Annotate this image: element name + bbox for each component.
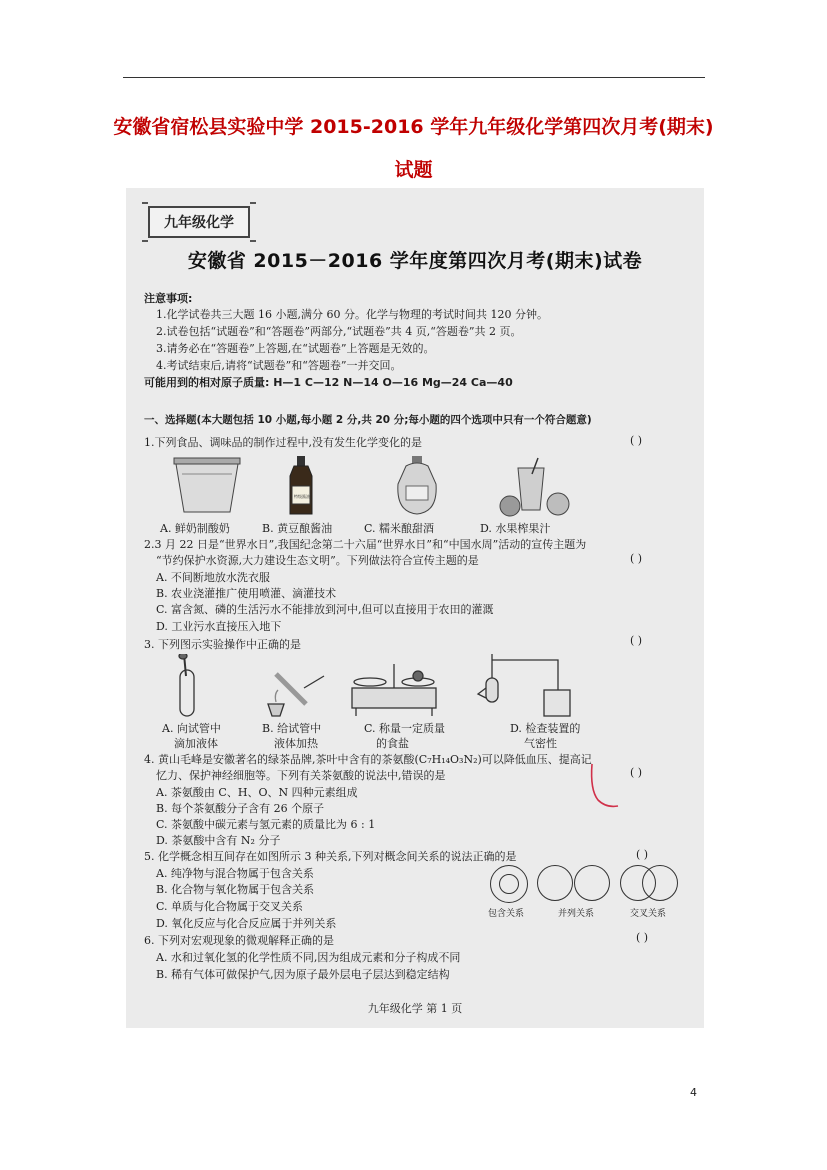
grade-tag: 九年级化学 [148,206,250,238]
q3-option-b-line2: 液体加热 [274,737,318,750]
document-title-line2: 试题 [394,159,433,181]
question-1-stem: 1.下列食品、调味品的制作过程中,没有发生化学变化的是 [144,436,422,449]
q1-option-d: D. 水果榨果汁 [480,522,551,535]
bottle-label: 特级酱油 [294,494,310,499]
notice-item: 2.试卷包括“试题卷”和“答题卷”两部分,“试题卷”共 4 页,“答题卷”共 2 页。 [156,325,522,338]
dropper-test-tube-icon [179,654,194,716]
food-images [166,454,636,518]
soy-sauce-bottle-icon [290,456,312,514]
q2-option-c: C. 富含氮、磷的生活污水不能排放到河中,但可以直接用于农田的灌溉 [156,603,494,616]
q4-option-c: C. 茶氨酸中碳元素与氢元素的质量比为 6 : 1 [156,818,376,831]
q6-option-b: B. 稀有气体可做保护气,因为原子最外层电子层达到稳定结构 [156,968,450,981]
q2-option-d: D. 工业污水直接压入地下 [156,620,282,633]
q3-option-c: C. 称量一定质量 [364,722,446,735]
section-heading: 一、选择题(本大题包括 10 小题,每小题 2 分,共 20 分;每小题的四个选项中只有一个符合题意) [144,414,592,426]
q4-option-d: D. 茶氨酸中含有 N₂ 分子 [156,834,281,847]
question-6-stem: 6. 下列对宏观现象的微观解释正确的是 [144,934,334,947]
notice-item: 1.化学试卷共三大题 16 小题,满分 60 分。化学与物理的考试时间共 120 分钟。 [156,308,548,321]
question-2-stem: 2.3 月 22 日是“世界水日”,我国纪念第二十六届“世界水日”和“中国水周”活动的宣传主题为 [144,538,587,551]
lab-operation-images [156,654,676,720]
q1-option-a: A. 鲜奶制酸奶 [160,522,230,535]
q3-option-a: A. 向试管中 [162,722,221,735]
question-5-stem: 5. 化学概念相互间存在如图所示 3 种关系,下列对概念间关系的说法正确的是 [144,850,517,863]
notice-item: 3.请务必在“答题卷”上答题,在“试题卷”上答题是无效的。 [156,342,435,355]
q3-option-b: B. 给试管中 [262,722,322,735]
q3-option-c-line2: 的食盐 [376,737,409,750]
answer-paren: ( ) [630,552,643,565]
top-rule [123,77,705,78]
answer-paren: ( ) [636,848,649,861]
q5-option-a: A. 纯净物与混合物属于包含关系 [156,867,314,880]
q2-option-a: A. 不间断地放水洗衣服 [156,571,270,584]
document-title: 安徽省宿松县实验中学 2015-2016 学年九年级化学第四次月考(期末) [113,116,714,138]
diagram-label-parallel: 并列关系 [558,909,595,919]
q5-option-c: C. 单质与化合物属于交叉关系 [156,900,304,913]
question-4-stem-line2: 忆力、保护神经细胞等。下列有关茶氨酸的说法中,错误的是 [156,769,446,782]
parallel-circle-right [574,865,610,901]
q5-option-d: D. 氧化反应与化合反应属于并列关系 [156,917,337,930]
q3-option-d: D. 检查装置的 [510,722,581,735]
scanned-exam-page [126,188,704,1028]
red-pen-mark [588,760,624,812]
answer-paren: ( ) [636,931,649,944]
notice-title: 注意事项: [144,292,193,305]
inclusion-inner-circle [499,874,519,894]
answer-paren: ( ) [630,766,643,779]
paper-title: 安徽省 2015－2016 学年度第四次月考(期末)试卷 [187,250,643,272]
q6-option-a: A. 水和过氧化氢的化学性质不同,因为组成元素和分子构成不同 [156,951,461,964]
q1-option-c: C. 糯米酿甜酒 [364,522,435,535]
parallel-circle-left [537,865,573,901]
answer-paren: ( ) [630,434,643,447]
question-4-stem: 4. 黄山毛峰是安徽著名的绿茶品牌,茶叶中含有的茶氨酸(C₇H₁₄O₃N₂)可以降低血压、提高记 [144,753,592,766]
diagram-label-intersect: 交叉关系 [630,909,667,919]
yogurt-cup-icon [174,458,240,512]
diagram-label-inclusion: 包含关系 [488,909,525,919]
fruit-juice-icon [500,458,569,516]
rice-wine-jar-icon [398,456,436,514]
heating-test-tube-icon [268,674,324,716]
answer-paren: ( ) [630,634,643,647]
question-2-stem-line2: “节约保护水资源,大力建设生态文明”。下列做法符合宣传主题的是 [156,554,479,567]
q4-option-a: A. 茶氨酸由 C、H、O、N 四种元素组成 [156,786,358,799]
q3-option-a-line2: 滴加液体 [174,737,218,750]
q2-option-b: B. 农业浇灌推广使用喷灌、滴灌技术 [156,587,337,600]
airtightness-apparatus-icon [478,654,570,716]
atomic-mass-line: 可能用到的相对原子质量: H—1 C—12 N—14 O—16 Mg—24 Ca—40 [144,376,513,389]
q4-option-b: B. 每个茶氨酸分子含有 26 个原子 [156,802,325,815]
page-number: 4 [690,1086,697,1099]
balance-scale-icon [352,664,436,716]
notice-item: 4.考试结束后,请将“试题卷”和“答题卷”一并交回。 [156,359,402,372]
q5-option-b: B. 化合物与氧化物属于包含关系 [156,883,315,896]
q1-option-b: B. 黄豆酿酱油 [262,522,333,535]
q3-option-d-line2: 气密性 [524,737,557,750]
question-3-stem: 3. 下列图示实验操作中正确的是 [144,638,301,651]
intersect-circle-right [642,865,678,901]
scan-footer: 九年级化学 第 1 页 [367,1002,463,1015]
